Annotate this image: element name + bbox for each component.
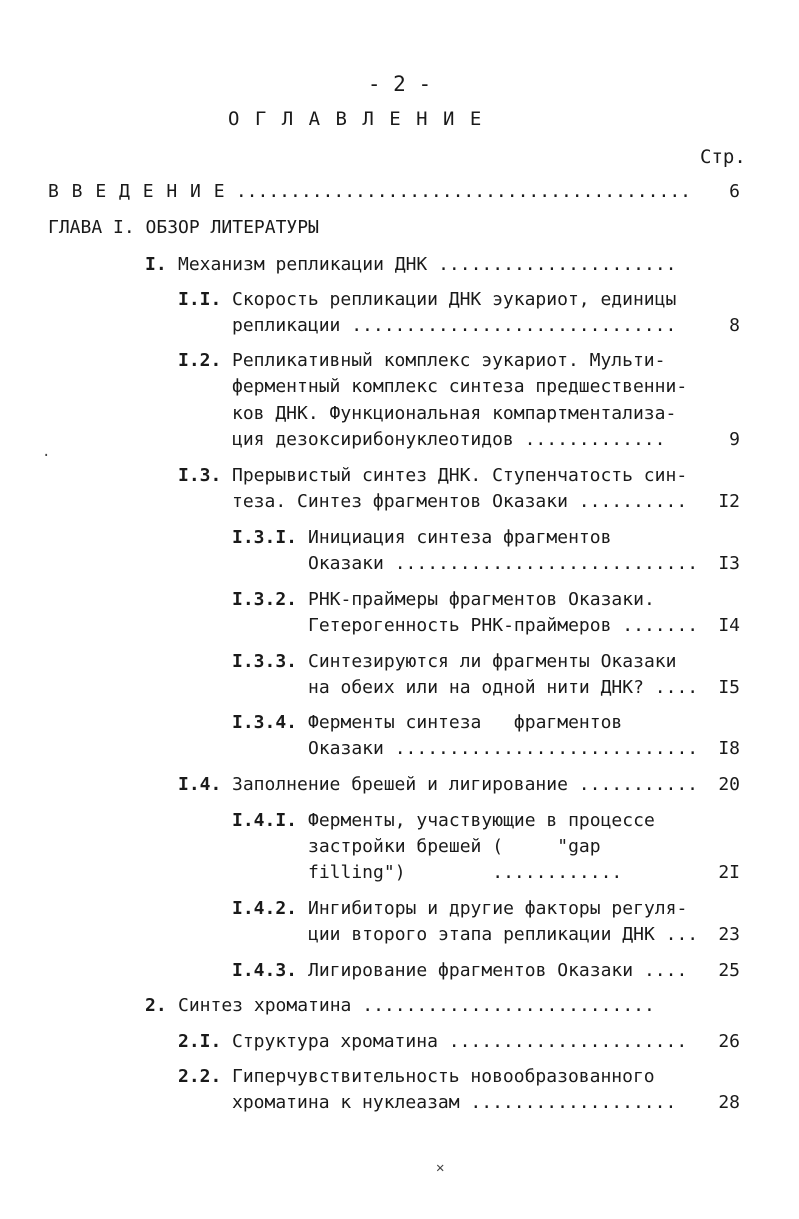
- toc-s2-2-line2: хроматина к нуклеазам ...................: [232, 1092, 677, 1113]
- toc-s1-3-line2: теза. Синтез фрагментов Оказаки ..........: [232, 491, 688, 512]
- toc-s1-4-page: 20: [718, 774, 740, 795]
- toc-s1-3-2-line1: РНК-праймеры фрагментов Оказаки.: [308, 589, 655, 610]
- toc-s1-2-line4: ция дезоксирибонуклеотидов .............: [232, 429, 666, 450]
- toc-intro-page: 6: [729, 181, 740, 202]
- toc-s1-num: I.: [145, 254, 167, 275]
- toc-s1-3-2-num: I.3.2.: [232, 589, 298, 610]
- toc-s1-4-2-line2: ции второго этапа репликации ДНК ...: [308, 924, 699, 945]
- page-title: О Г Л А В Л Е Н И Е: [228, 108, 484, 130]
- toc-s1-4-1-line2: застройки брешей ( "gap: [308, 836, 601, 857]
- toc-s1-3-4-line2: Оказаки ............................: [308, 738, 699, 759]
- toc-s1-3-3-page: I5: [718, 677, 740, 698]
- toc-s1-4-1-line3: filling") ............: [308, 862, 623, 883]
- toc-s1-3-1-num: I.3.I.: [232, 527, 298, 548]
- scan-speck: ·: [42, 448, 51, 464]
- toc-s1-3-1-line1: Инициация синтеза фрагментов: [308, 527, 612, 548]
- toc-s1-3-4-line1: Ферменты синтеза фрагментов: [308, 712, 623, 733]
- toc-s1-3-3-line2: на обеих или на одной нити ДНК? ....: [308, 677, 699, 698]
- toc-s1-3-3-line1: Синтезируются ли фрагменты Оказаки: [308, 651, 677, 672]
- toc-s1-3-3-num: I.3.3.: [232, 651, 298, 672]
- toc-s1-3-2-line2: Гетерогенность РНК-праймеров .......: [308, 615, 699, 636]
- toc-s1-3-1-page: I3: [718, 553, 740, 574]
- toc-s1-1-line1: Скорость репликации ДНК эукариот, единицы: [232, 289, 677, 310]
- toc-s1-3-2-page: I4: [718, 615, 740, 636]
- toc-s1-1-num: I.I.: [178, 289, 222, 310]
- toc-s2-1-line1: Структура хроматина ......................: [232, 1031, 688, 1052]
- toc-s1-3-4-page: I8: [718, 738, 740, 759]
- toc-s1-2-page: 9: [729, 429, 740, 450]
- toc-s2-2-page: 28: [718, 1092, 740, 1113]
- toc-s2-1-page: 26: [718, 1031, 740, 1052]
- toc-intro-dots: ..........................................: [225, 181, 691, 202]
- toc-s1-4-num: I.4.: [178, 774, 222, 795]
- toc-s1-2-line2: ферментный комплекс синтеза предшественни-: [232, 376, 688, 397]
- toc-s1-2-line3: ков ДНК. Функциональная компартментализа-: [232, 403, 677, 424]
- scan-speck: ✕: [436, 1160, 445, 1176]
- toc-s1-3-page: I2: [718, 491, 740, 512]
- toc-s1-4-1-line1: Ферменты, участвующие в процессе: [308, 810, 655, 831]
- toc-s2-line1: Синтез хроматина ...........................: [178, 995, 655, 1016]
- toc-chapter-1: ГЛАВА I. ОБЗОР ЛИТЕРАТУРЫ: [48, 217, 319, 238]
- toc-s1-4-3-page: 25: [718, 960, 740, 981]
- toc-s2-num: 2.: [145, 995, 167, 1016]
- toc-s1-3-1-line2: Оказаки ............................: [308, 553, 699, 574]
- toc-s1-4-2-page: 23: [718, 924, 740, 945]
- toc-s1-1-line2: репликации ..............................: [232, 315, 677, 336]
- toc-s2-2-num: 2.2.: [178, 1066, 222, 1087]
- toc-s1-1-page: 8: [729, 315, 740, 336]
- toc-s1-2-line1: Репликативный комплекс эукариот. Мульти-: [232, 350, 666, 371]
- toc-s1-3-line1: Прерывистый синтез ДНК. Ступенчатость син-: [232, 465, 688, 486]
- toc-s1-4-3-line1: Лигирование фрагментов Оказаки ....: [308, 960, 688, 981]
- page-number: - 2 -: [367, 72, 432, 96]
- toc-s1-line1: Механизм репликации ДНК ......................: [178, 254, 677, 275]
- page-column-label: Стр.: [700, 146, 746, 168]
- toc-s1-4-2-num: I.4.2.: [232, 898, 298, 919]
- toc-s1-2-num: I.2.: [178, 350, 222, 371]
- toc-intro-label: В В Е Д Е Н И Е: [48, 181, 226, 202]
- toc-s1-4-1-num: I.4.I.: [232, 810, 298, 831]
- toc-s1-4-line1: Заполнение брешей и лигирование ...........: [232, 774, 698, 795]
- toc-s1-4-3-num: I.4.3.: [232, 960, 298, 981]
- toc-s2-1-num: 2.I.: [178, 1031, 222, 1052]
- toc-s1-4-1-page: 2I: [718, 862, 740, 883]
- toc-s2-2-line1: Гиперчувствительность новообразованного: [232, 1066, 655, 1087]
- toc-s1-3-4-num: I.3.4.: [232, 712, 298, 733]
- toc-s1-4-2-line1: Ингибиторы и другие факторы регуля-: [308, 898, 688, 919]
- toc-s1-3-num: I.3.: [178, 465, 222, 486]
